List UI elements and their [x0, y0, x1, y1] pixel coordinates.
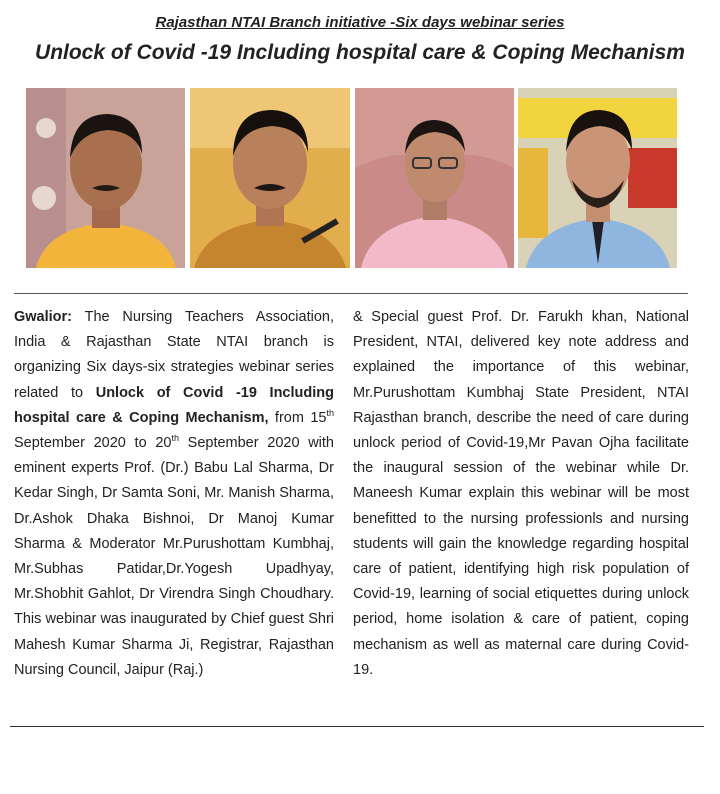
article-column-left — [14, 305, 334, 683]
page-title: Unlock of Covid -19 Including hospital care & Coping Mechanism — [35, 41, 685, 64]
portrait-photo-2 — [190, 88, 350, 268]
series-heading: Rajasthan NTAI Branch initiative -Six days webinar series — [155, 14, 565, 31]
dateline: Gwalior: — [14, 309, 73, 325]
portrait-photo-1 — [26, 88, 185, 268]
portrait-photo-3 — [355, 88, 514, 268]
portrait-photo-4 — [518, 88, 677, 268]
article-paragraph-right: & Special guest Prof. Dr. Farukh khan, National President, NTAI, delivered key note address and explained the importance of this webinar, Mr.Purushottam Kumbhaj State President, NTAI Rajasthan branch, describe the need of care during unlock period of Covid-19,Mr Pavan Ojha facilitate the inaugural session of the webinar while Dr. Maneesh Kumar explain this webinar will be most benefitted to the nursing professionls and nursing students will gain the knowledge regarding hospital care of patient, identifying high risk population of Covid-19, learning of social etiquettes during unlock period, home isolation & care of patient, coping mechanism as well as maternal care during Covid-19. — [353, 309, 689, 678]
webinar-topic: Unlock of Covid -19 Including hospital care & Coping Mechanism, — [14, 384, 334, 426]
article-paragraph-left: Gwalior: The Nursing Teachers Association, India & Rajasthan State NTAI branch is organizing Six days-six strategies webinar series related to Unlock of Covid -19 Including hospital care & Coping Mechanism, from 15th September 2020 to 20th September 2020 with eminent experts Prof. (Dr.) Babu Lal Sharma, Dr Kedar Singh, Dr Samta Soni, Mr. Manish Sharma, Dr.Ashok Dhaka Bishnoi, Dr Manoj Kumar Sharma & Moderator Mr.Purushottam Kumbhaj, Mr.Subhas Patidar,Dr.Yogesh Upadhyay, Mr.Shobhit Gahlot, Dr Virendra Singh Choudhary. This webinar was inaugurated by Chief guest Shri Mahesh Kumar Sharma Ji, Registrar, Rajasthan Nursing Council, Jaipur (Raj.) — [14, 309, 335, 678]
section-divider-top — [14, 293, 688, 294]
section-divider-bottom — [10, 726, 704, 727]
article-column-right — [353, 305, 689, 683]
